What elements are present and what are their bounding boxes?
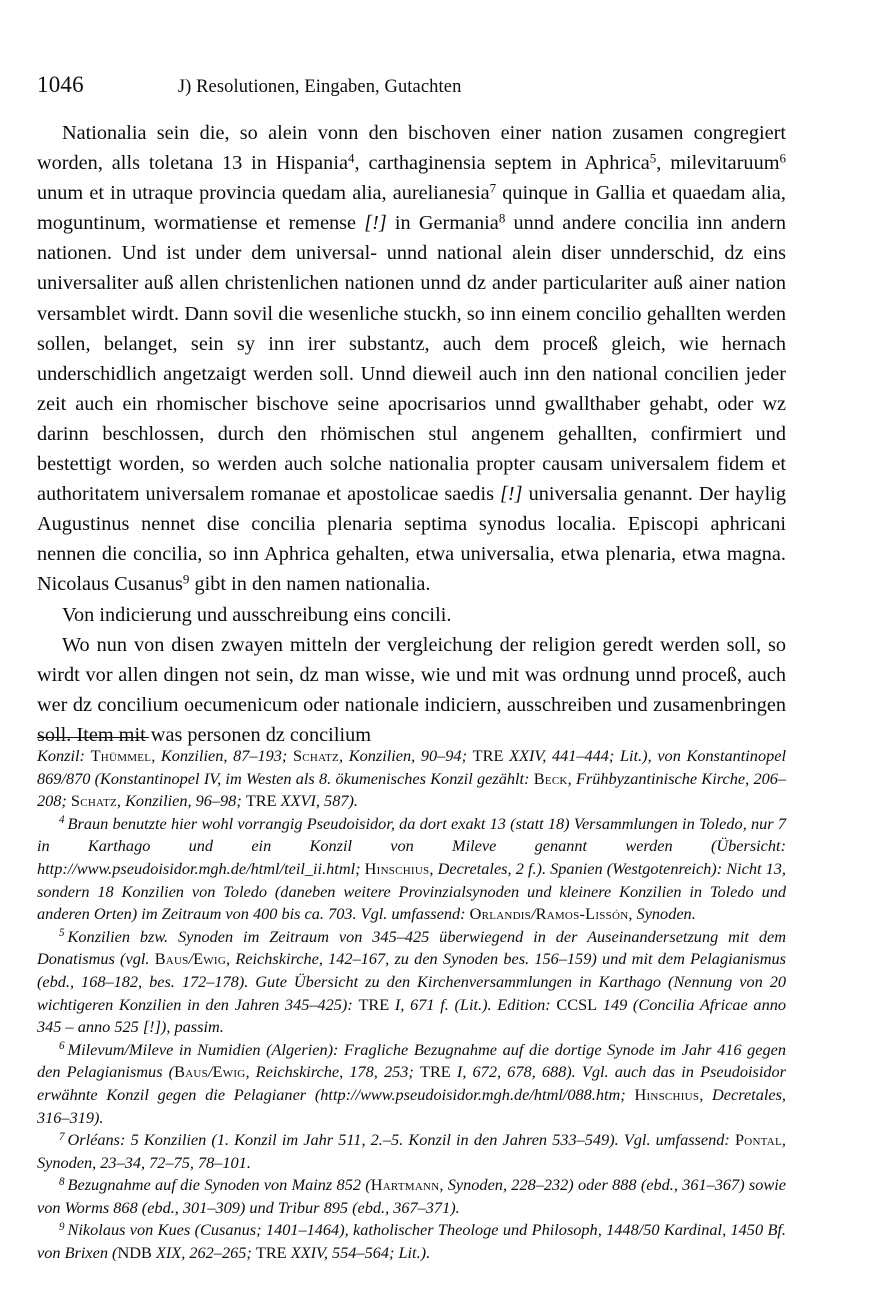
running-head-title: J) Resolutionen, Eingaben, Gutachten xyxy=(177,77,462,97)
paragraph: Von indicierung und ausschreibung eins concili. xyxy=(62,603,452,626)
footnote-item: $^9$ Nikolaus von Kues (Cusanus; 1401–1464), katholischer Theologe und Philosoph, 1448/50 Kardinal, 1450 Bf. von Brixen (NDB XIX, 262–265; TRE XXIV, 554–564; Lit.). xyxy=(37,1220,786,1263)
footnote-separator xyxy=(37,737,149,738)
running-head xyxy=(37,72,786,98)
body-text xyxy=(37,118,786,750)
paragraph: Nationalia sein die, so alein vonn den bischoven einer nation zusamen congregiert worden, alls toletana 13 in Hispania$^4$, carthaginensia septem in Aphrica$^5$, milevitaruum$^6$ unum et in utraque provincia quedam alia, aurelianesia$^7$ quinque in Gallia et quaedam alia, moguntinum, wormatiense et remense [!] in Germania$^8$ unnd andere concilia inn andern nationen. Und ist under dem universal- unnd national alein diser unnderschid, dz eins universaliter auß allen christenlichen nationen unnd dz ander particulariter auß ainer nation versamblet wirdt. Dann sovil die wesenliche stuckh, so inn einem concilio gehallten werden sollen, belanget, sein sy inn irer substantz, auch dem proceß gleich, wie hernach underschidlich angetzaigt werden soll. Unnd dieweil auch inn den national concilien jeder zeit auch ein rhomischer bischove seine apocrisarios unnd gwallthaber gehabt, oder wz darinn beschlossen, durch den rhömischen stul angenem gehallten, confirmiert und bestettigt worden, so werden auch solche nationalia propter causam universalem fidem et authoritatem universalem romanae et apostolicae saedis [!] universalia genannt. Der haylig Augustinus nennet dise concilia plenaria septima synodus localia. Episcopi aphricani nennen die concilia, so inn Aphrica gehalten, etwa universalia, etwa plenaria, etwa magna. Nicolaus Cusanus$^9$ gibt in den namen nationalia. xyxy=(37,122,786,596)
footnote-item: $^4$ Braun benutzte hier wohl vorrangig Pseudoisidor, da dort exakt 13 (statt 18) Versammlungen in Toledo, nur 7 in Karthago und ein Konzil von Mileve genannt werden (Übersicht: http://www.pseudoisidor.mgh.de/html/teil_ii.html; Hinschius, Decretales, 2 f.). Spanien (Westgotenreich): Nicht 13, sondern 18 Konzilien von Toledo (daneben weitere Provinzialsynoden und kleinere Konzilien in Toledo und anderen Orten) im Zeitraum von 400 bis ca. 703. Vgl. umfassend: Orlandis/Ramos-Lissón, Synoden. xyxy=(37,813,787,924)
footnote-item: $^8$ Bezugnahme auf die Synoden von Mainz 852 (Hartmann, Synoden, 228–232) oder 888 (ebd., 361–367) sowie von Worms 868 (ebd., 301–309) und Tribur 895 (ebd., 367–371). xyxy=(37,1175,786,1217)
paragraph: Wo nun von disen zwayen mitteln der vergleichung der religion geredt werden soll, so wirdt vor allen dingen not sein, dz man wisse, wie und mit was ordnung unnd proceß, auch wer dz concilium oecumenicum oder nationale indiciern, ausschreiben und zusamenbringen soll. Item mit was personen dz concilium xyxy=(37,633,786,746)
footnote-block xyxy=(37,745,786,1265)
footnote-item: $^6$ Milevum/Mileve in Numidien (Algerien): Fragliche Bezugnahme auf die dortige Synode im Jahr 416 gegen den Pelagianismus (Baus/Ewig, Reichskirche, 178, 253; TRE I, 672, 678, 688). Vgl. auch das in Pseudoisidor erwähnte Konzil gegen die Pelagianer (http://www.pseudoisidor.mgh.de/html/088.htm; Hinschius, Decretales, 316–319). xyxy=(37,1039,786,1127)
footnote-item: $^5$ Konzilien bzw. Synoden im Zeitraum von 345–425 überwiegend in der Auseinandersetzung mit dem Donatismus (vgl. Baus/Ewig, Reichskirche, 142–167, zu den Synoden bes. 156–159) und mit dem Pelagianismus (ebd., 168–182, bes. 172–178). Gute Übersicht zu den Kirchenversammlungen in Karthago (Nennung von 20 wichtigeren Konzilien in den Jahren 345–425): TRE I, 671 f. (Lit.). Edition: CCSL 149 (Concilia Africae anno 345 – anno 525 [!]), passim. xyxy=(37,926,786,1037)
footnote-continuation: Konzil: Thümmel, Konzilien, 87–193; Schatz, Konzilien, 90–94; TRE XXIV, 441–444; Lit.), von Konstantinopel 869/870 (Konstantinopel IV, im Westen als 8. ökumenisches Konzil gezählt: Beck, Frühbyzantinische Kirche, 206–208; Schatz, Konzilien, 96–98; TRE XXVI, 587). xyxy=(37,746,787,811)
footnote-item: $^7$ Orléans: 5 Konzilien (1. Konzil im Jahr 511, 2.–5. Konzil in den Jahren 533–549). Vgl. umfassend: Pontal, Synoden, 23–34, 72–75, 78–101. xyxy=(37,1130,786,1172)
page-number: 1046 xyxy=(37,72,84,97)
